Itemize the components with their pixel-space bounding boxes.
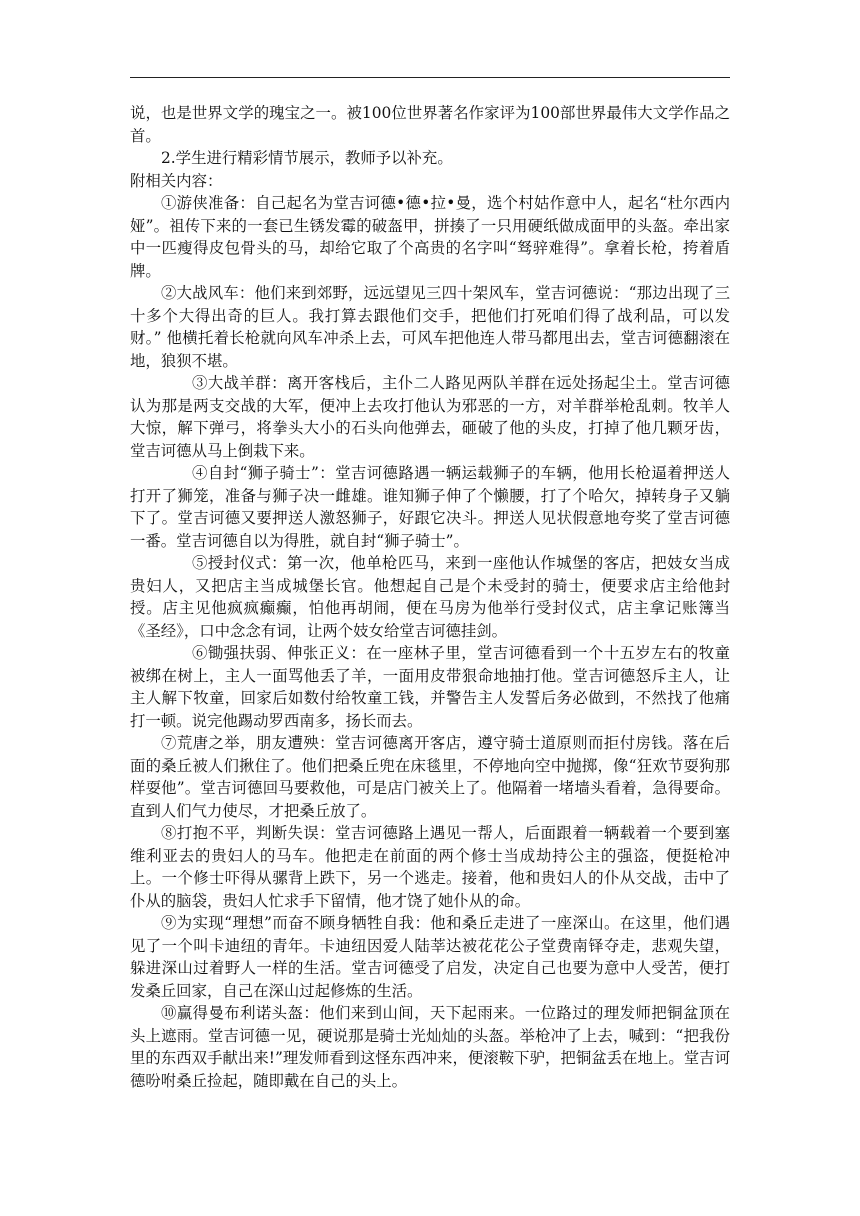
paragraph-episode-2: ②大战风车：他们来到郊野，远远望见三四十架风车，堂吉诃德说：“那边出现了三十多个大得出奇的巨人。我打算去跟他们交手，把他们打死咱们得了战利品，可以发财。” 他横托着长枪就向风车冲杀上去，可风车把他连人带马都甩出去，堂吉诃德翻滚在地，狼狈不堪。: [130, 284, 730, 370]
paragraph-episode-8: ⑧打抱不平，判断失误：堂吉诃德路上遇见一帮人，后面跟着一辆载着一个要到塞维利亚去的贵妇人的马车。他把走在前面的两个修士当成劫持公主的强盗，便挺枪冲上。一个修士吓得从骡背上跌下，另一个逃走。接着，他和贵妇人的仆从交战，击中了仆从的脑袋，贵妇人忙求手下留情，他才饶了她仆从的命。: [130, 824, 730, 910]
paragraph-activity-2: 2.学生进行精彩情节展示，教师予以补充。: [161, 149, 453, 167]
paragraph-appendix-heading: 附相关内容：: [130, 171, 223, 190]
paragraph-continuation: 说，也是世界文学的瑰宝之一。被100位世界著名作家评为100部世界最伟大文学作品之首。: [130, 104, 730, 145]
header-rule: [130, 77, 730, 78]
paragraph-episode-10: ⑩赢得曼布利诺头盔：他们来到山间，天下起雨来。一位路过的理发师把铜盆顶在头上遮雨。堂吉诃德一见，硬说那是骑士光灿灿的头盔。举枪冲了上去，喊到：“把我份里的东西双手献出来!”理发师看到这怪东西冲来，便滚鞍下驴，把铜盆丢在地上。堂吉诃德吩咐桑丘捡起，随即戴在自己的头上。: [130, 1004, 730, 1090]
paragraph-episode-3: ③大战羊群：离开客栈后，主仆二人路见两队羊群在远处扬起尘土。堂吉诃德认为那是两支交战的大军，便冲上去攻打他认为邪恶的一方，对羊群举枪乱刺。牧羊人大惊，解下弹弓，将拳头大小的石头向他弹去，砸破了他的头皮，打掉了他几颗牙齿，堂吉诃德从马上倒栽下来。: [130, 374, 730, 460]
paragraph-episode-9: ⑨为实现“理想”而奋不顾身牺牲自我：他和桑丘走进了一座深山。在这里，他们遇见了一个叫卡迪纽的青年。卡迪纽因爱人陆莘达被花花公子堂费南铎夺走，悲观失望，躲进深山过着野人一样的生活。堂吉诃德受了启发，决定自己也要为意中人受苦，便打发桑丘回家，自己在深山过起修炼的生活。: [130, 914, 730, 1000]
paragraph-episode-1: ①游侠准备：自己起名为堂吉诃德•德•拉•曼，选个村姑作意中人，起名“杜尔西内娅”。祖传下来的一套已生锈发霉的破盔甲，拼揍了一只用硬纸做成面甲的头盔。牵出家中一匹瘦得皮包骨头的马，却给它取了个高贵的名字叫“驽骍难得”。拿着长枪，挎着盾牌。: [130, 194, 730, 280]
paragraph-episode-4: ④自封“狮子骑士”：堂吉诃德路遇一辆运载狮子的车辆，他用长枪逼着押送人打开了狮笼，准备与狮子决一雌雄。谁知狮子伸了个懒腰，打了个哈欠，掉转身子又躺下了。堂吉诃德又要押送人激怒狮子，好跟它决斗。押送人见状假意地夸奖了堂吉诃德一番。堂吉诃德自以为得胜，就自封“狮子骑士”。: [130, 464, 730, 550]
paragraph-episode-5: ⑤授封仪式：第一次，他单枪匹马，来到一座他认作城堡的客店，把妓女当成贵妇人，又把店主当成城堡长官。他想起自己是个未受封的骑士，便要求店主给他封授。店主见他疯疯癫癫，怕他再胡闹，便在马房为他举行受封仪式，店主拿记账簿当《圣经》，口中念念有词，让两个妓女给堂吉诃德挂剑。: [130, 554, 730, 640]
document-body: [130, 102, 730, 1092]
paragraph-episode-7: ⑦荒唐之举，朋友遭殃：堂吉诃德离开客店，遵守骑士道原则而拒付房钱。落在后面的桑丘被人们揪住了。他们把桑丘兜在床毯里，不停地向空中抛掷，像“狂欢节耍狗那样耍他”。堂吉诃德回马要救他，可是店门被关上了。他隔着一堵墙头看着，急得要命。直到人们气力使尽，才把桑丘放了。: [130, 734, 730, 820]
paragraph-episode-6: ⑥锄强扶弱、伸张正义：在一座林子里，堂吉诃德看到一个十五岁左右的牧童被绑在树上，主人一面骂他丢了羊，一面用皮带狠命地抽打他。堂吉诃德怒斥主人，让主人解下牧童，回家后如数付给牧童工钱，并警告主人发誓后务必做到，不然找了他痛打一顿。说完他踢动罗西南多，扬长而去。: [130, 644, 730, 730]
